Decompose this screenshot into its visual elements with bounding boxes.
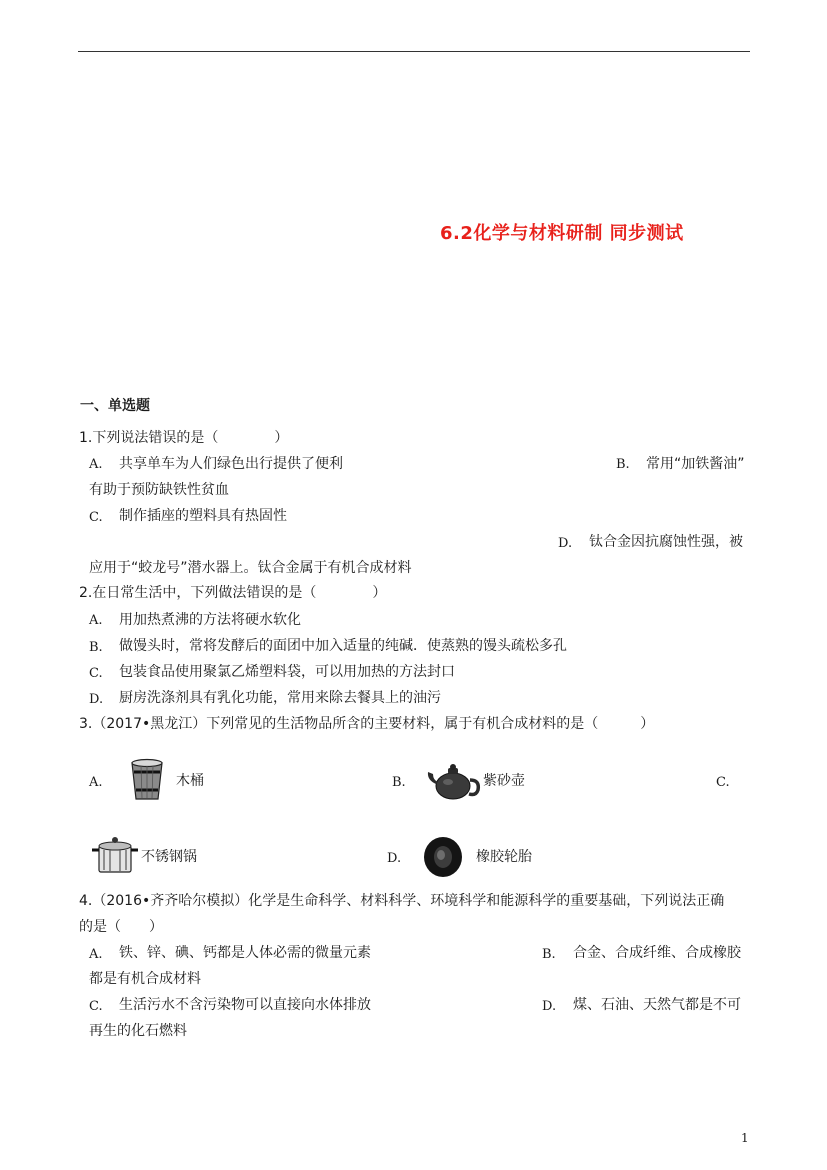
q4-option-a-label: A.: [89, 947, 103, 962]
q1-option-a-label: A.: [89, 457, 103, 472]
q4-option-c-text: 生活污水不含污染物可以直接向水体排放: [119, 997, 371, 1013]
q3-option-b-label: B.: [392, 775, 406, 790]
q4-option-b-text: 合金、合成纤维、合成橡胶: [573, 945, 741, 961]
q2-option-c-label: C.: [89, 666, 103, 681]
q2-option-d-label: D.: [89, 692, 104, 707]
q1-option-d-label: D.: [558, 536, 573, 551]
q2-option-a-label: A.: [89, 613, 103, 628]
q4-option-d-label: D.: [542, 999, 557, 1014]
q3-option-a-label: A.: [89, 775, 103, 790]
q1-option-d-text: 钛合金因抗腐蚀性强，被: [589, 534, 743, 550]
q1-option-a-text: 共享单车为人们绿色出行提供了便利: [119, 456, 343, 472]
q1-stem: 1.下列说法错误的是（ ）: [79, 430, 289, 446]
q4-option-b-label: B.: [542, 947, 556, 962]
q1-option-b-continuation: 有助于预防缺铁性贫血: [89, 482, 229, 498]
q3-stem: 3.（2017•黑龙江）下列常见的生活物品所含的主要材料，属于有机合成材料的是（ ）: [79, 716, 655, 732]
q2-option-b-text: 做馒头时，常将发酵后的面团中加入适量的纯碱．使蒸熟的馒头疏松多孔: [119, 638, 567, 654]
q4-option-b-continuation: 都是有机合成材料: [89, 971, 201, 987]
q4-option-a-text: 铁、锌、碘、钙都是人体必需的微量元素: [119, 945, 371, 961]
q3-option-c-label: C.: [716, 775, 730, 790]
q4-option-d-text: 煤、石油、天然气都是不可: [573, 997, 741, 1013]
q2-option-d-text: 厨房洗涤剂具有乳化功能，常用来除去餐具上的油污: [119, 690, 441, 706]
q3-option-d-label: D.: [387, 851, 402, 866]
q1-option-b-text: 常用“加铁酱油”: [646, 456, 745, 472]
q2-option-b-label: B.: [89, 640, 103, 655]
q2-option-c-text: 包装食品使用聚氯乙烯塑料袋，可以用加热的方法封口: [119, 664, 455, 680]
section-heading: 一、单选题: [80, 398, 150, 414]
rubber-tire-icon: [421, 835, 465, 883]
q3-option-c-text: 不锈钢锅: [141, 849, 197, 865]
q4-option-d-continuation: 再生的化石燃料: [89, 1023, 187, 1039]
page-title: 6.2化学与材料研制 同步测试: [440, 223, 684, 244]
q1-option-b-label: B.: [616, 457, 630, 472]
q4-stem-continuation: 的是（ ）: [79, 919, 163, 935]
q1-option-d-continuation: 应用于“蛟龙号”潜水器上。钛合金属于有机合成材料: [89, 560, 412, 576]
q3-option-b-text: 紫砂壶: [483, 773, 525, 789]
q1-option-c-text: 制作插座的塑料具有热固性: [119, 508, 287, 524]
header-rule: [78, 51, 750, 52]
teapot-icon: [425, 760, 481, 806]
page-number: 1: [741, 1131, 749, 1145]
q4-stem: 4.（2016•齐齐哈尔模拟）化学是生命科学、材料科学、环境科学和能源科学的重要基础，下列说法正确: [79, 893, 725, 909]
q2-stem: 2.在日常生活中，下列做法错误的是（ ）: [79, 585, 387, 601]
q1-option-c-label: C.: [89, 510, 103, 525]
q4-option-c-label: C.: [89, 999, 103, 1014]
q3-option-d-text: 橡胶轮胎: [476, 849, 532, 865]
wooden-bucket-icon: [128, 757, 166, 807]
steel-pot-icon: [90, 836, 140, 880]
q3-option-a-text: 木桶: [176, 773, 204, 789]
q2-option-a-text: 用加热煮沸的方法将硬水软化: [119, 612, 301, 628]
